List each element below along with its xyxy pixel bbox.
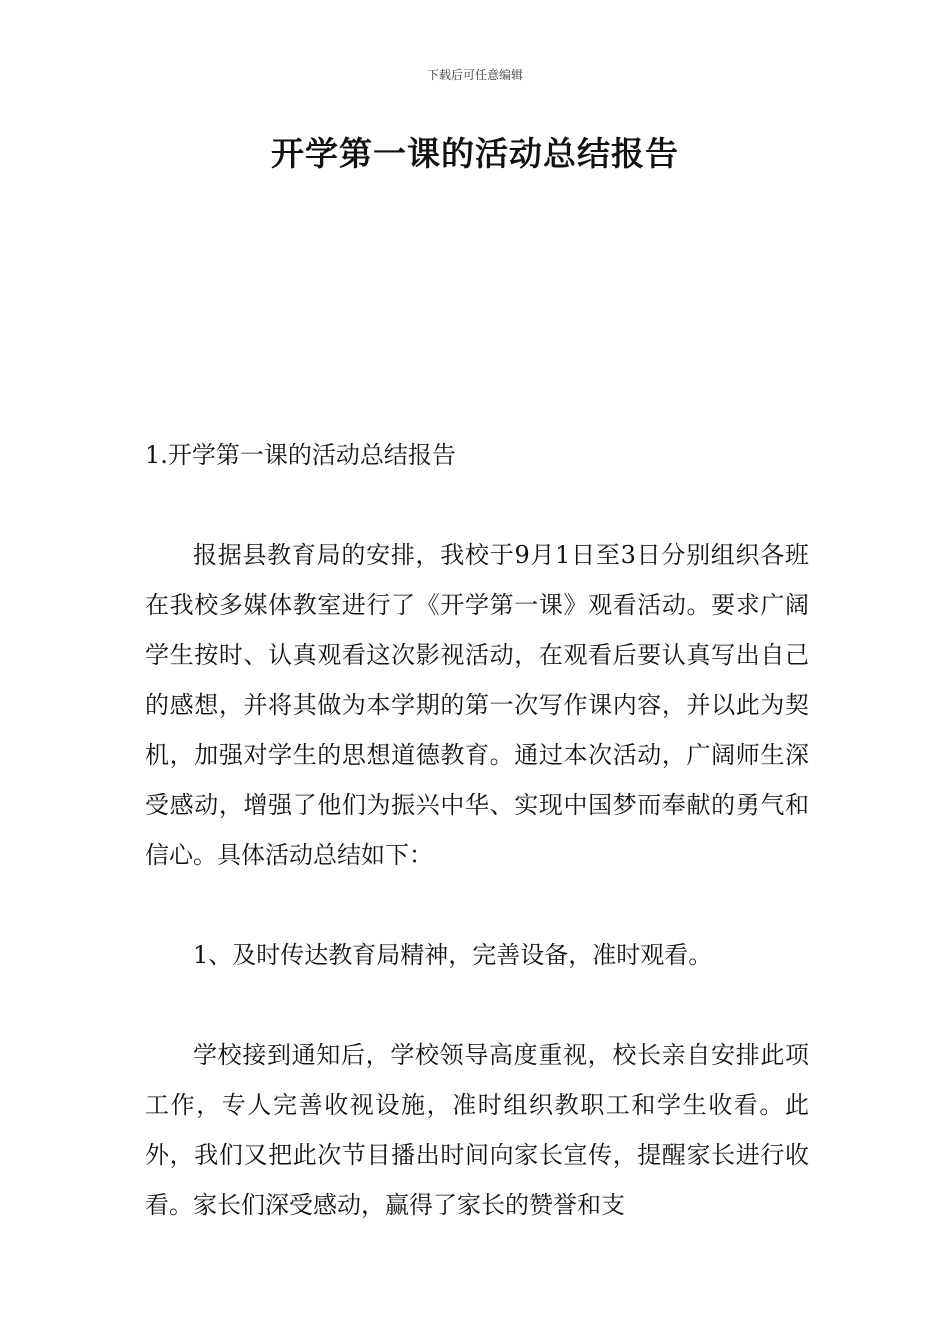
paragraph-subheading: 1、及时传达教育局精神，完善设备，准时观看。 <box>193 941 713 969</box>
paragraph-body: 学校接到通知后，学校领导高度重视，校长亲自安排此项工作，专人完善收视设施，准时组织教职工和学生收看。此外，我们又把此次节目播出时间向家长宣传，提醒家长进行收看。家长们深受感动，赢得了家长的赞誉和支 <box>145 1041 809 1219</box>
document-title: 开学第一课的活动总结报告 <box>271 134 679 173</box>
section-heading: 1.开学第一课的活动总结报告 <box>145 441 456 469</box>
page-header-note: 下载后可任意编辑 <box>426 68 523 82</box>
document-body <box>145 430 809 1230</box>
paragraph-intro: 报据县教育局的安排，我校于9月1日至3日分别组织各班在我校多媒体教室进行了《开学第一课》观看活动。要求广阔学生按时、认真观看这次影视活动，在观看后要认真写出自己的感想，并将其做为本学期的第一次写作课内容，并以此为契机，加强对学生的思想道德教育。通过本次活动，广阔师生深受感动，增强了他们为振兴中华、实现中国梦而奉献的勇气和信心。具体活动总结如下： <box>145 541 809 869</box>
